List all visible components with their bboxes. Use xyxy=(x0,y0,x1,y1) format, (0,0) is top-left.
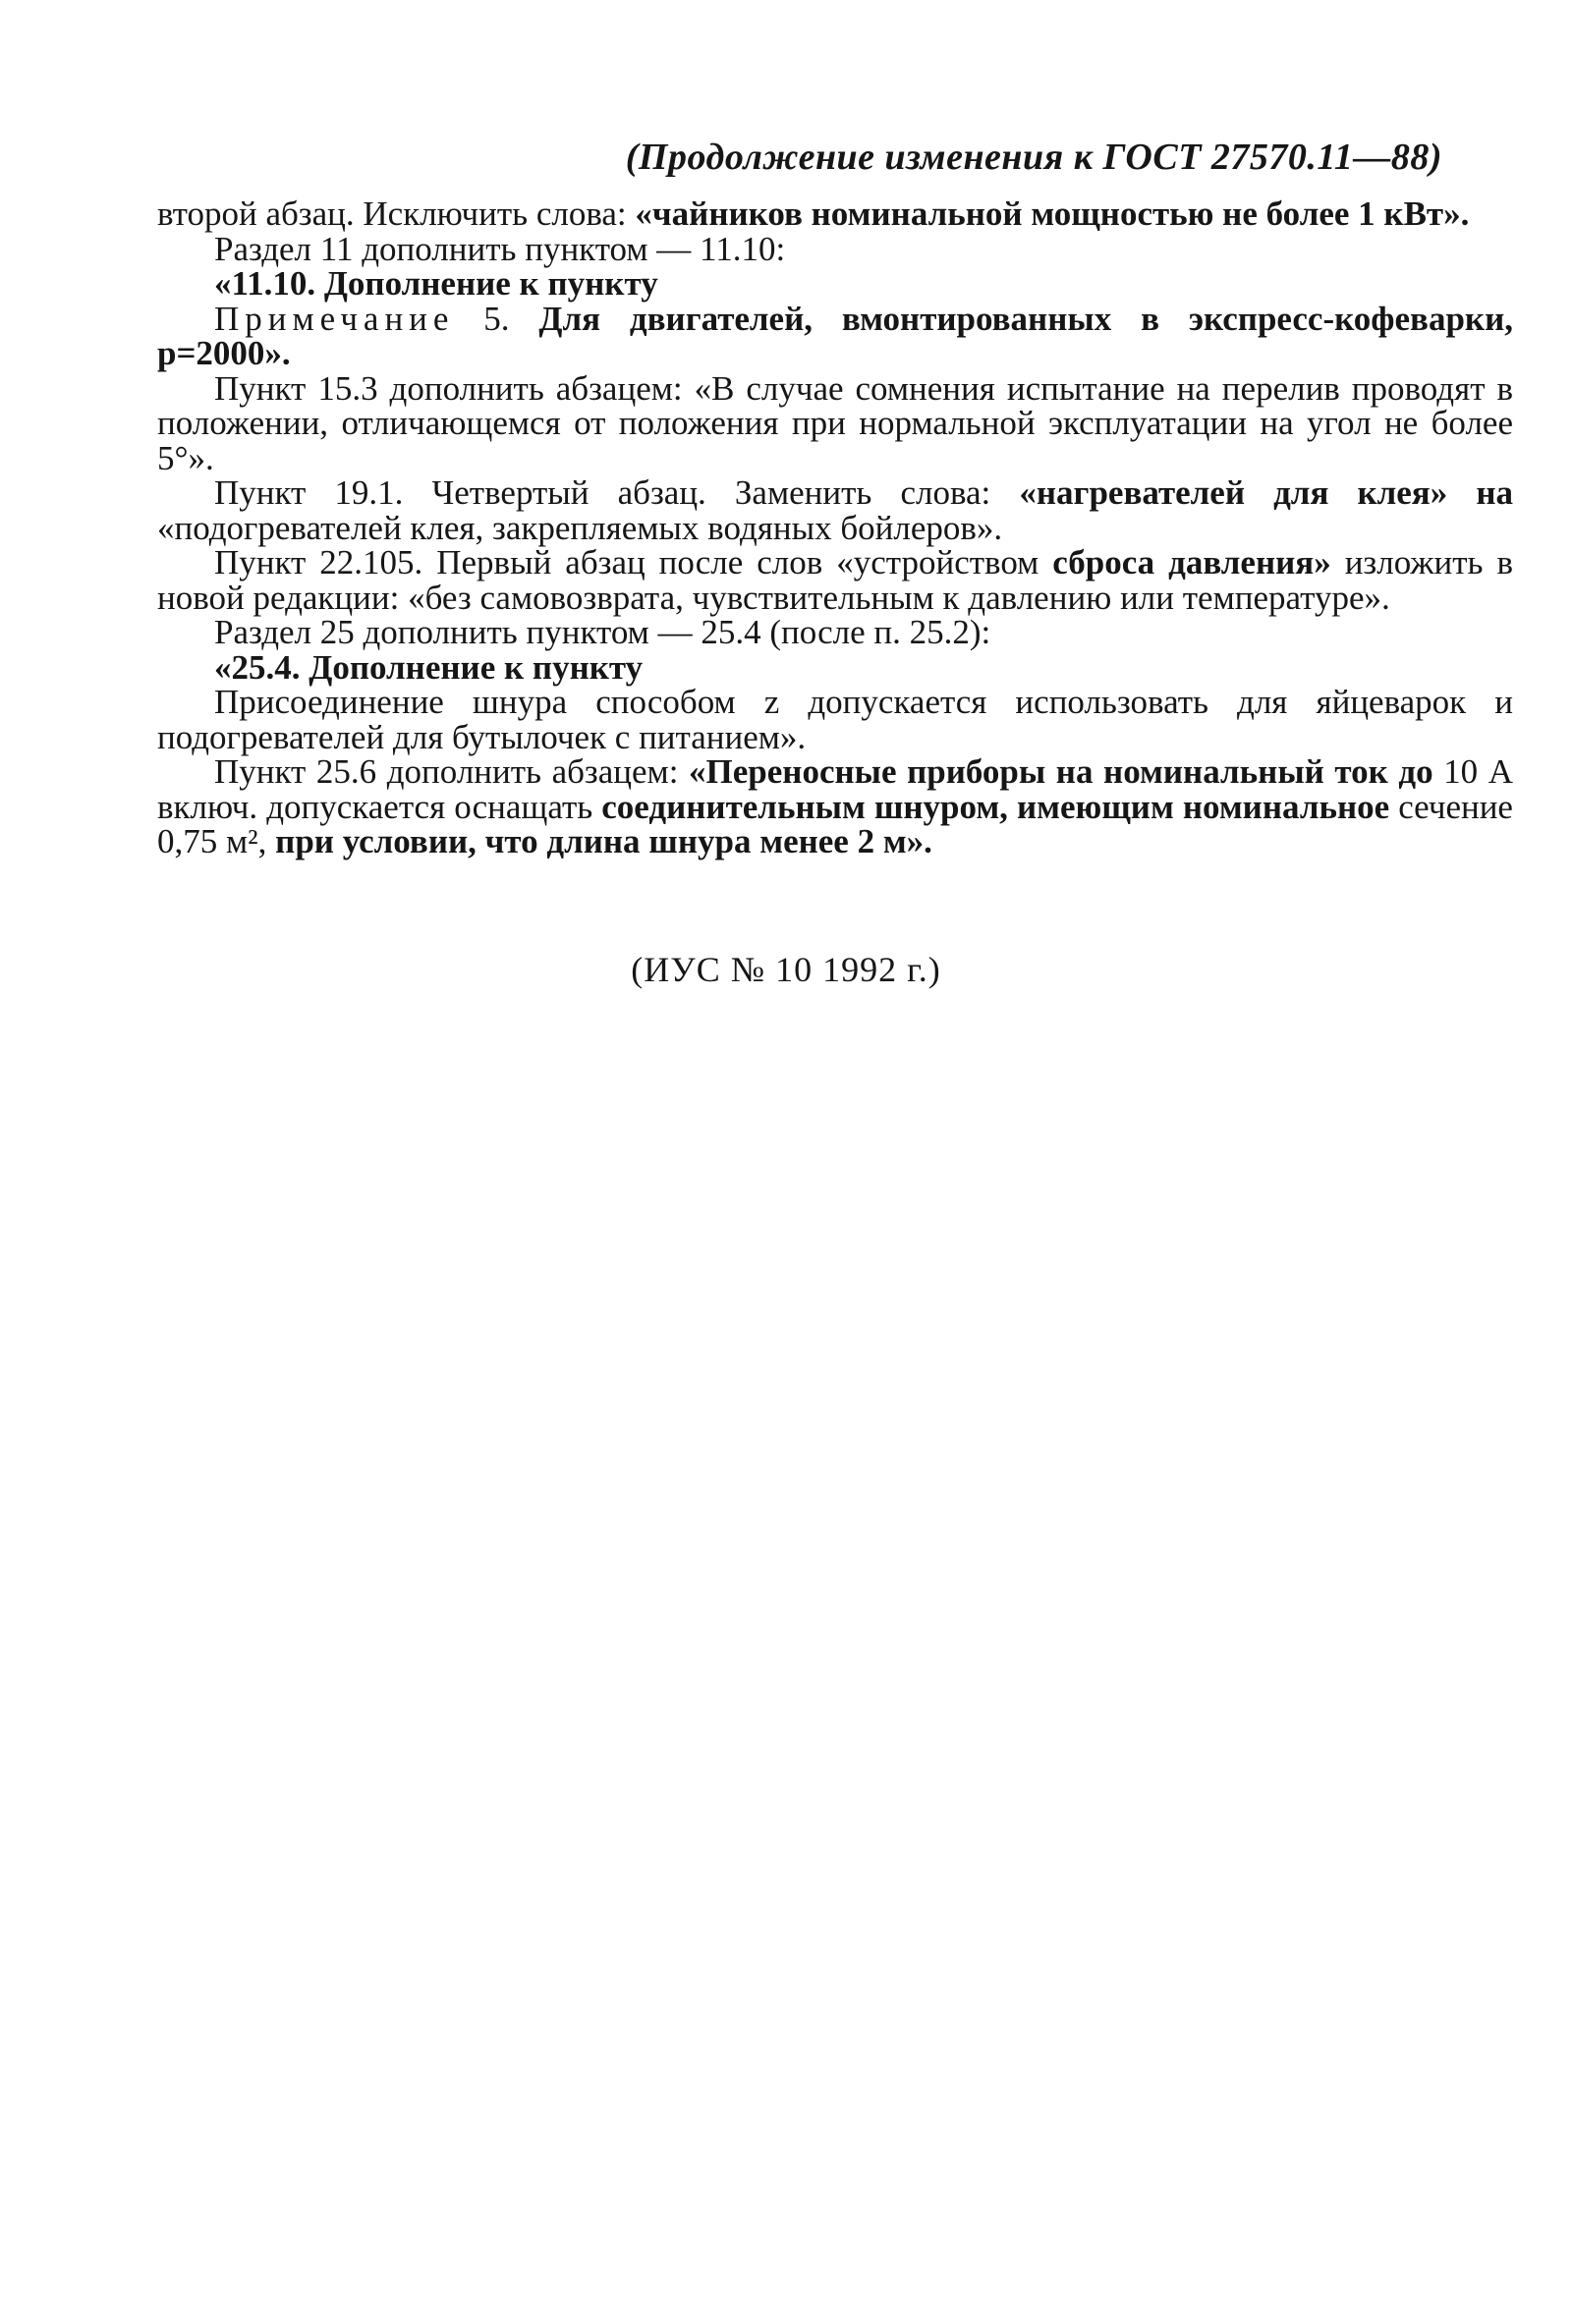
document-header: (Продолжение изменения к ГОСТ 27570.11—88) xyxy=(625,137,1442,178)
paragraph-9-run-1: «25.4. Дополнение к пункту xyxy=(214,647,644,687)
paragraph-7-run-2: сброса давления» xyxy=(1052,543,1331,581)
paragraph-11-run-1: Пункт 25.6 дополнить абзацем: xyxy=(214,752,690,791)
paragraph-4-run-2: 5. xyxy=(454,299,539,338)
paragraph-4-run-1: Примечание xyxy=(214,299,455,338)
paragraph-7-run-1: Пункт 22.105. Первый абзац после слов «устройством xyxy=(214,543,1053,581)
paragraph-6 xyxy=(157,475,1513,545)
paragraph-5 xyxy=(157,368,1513,477)
paragraph-11-run-6: при условии, что длина шнура менее 2 м». xyxy=(275,822,932,860)
paragraph-5-run-1: Пункт 15.3 дополнить абзацем: «В случае сомнения испытание на перелив проводят в положении, отличающемся от положения при нормальной эксплуатации на угол не более 5°». xyxy=(157,368,1513,477)
paragraph-11-run-2: «Переносные приборы на номинальный ток до xyxy=(689,752,1433,791)
paragraph-9 xyxy=(157,647,1513,687)
paragraph-4-run-3: Для двигателей, вмонтированных в экспресс-кофеварки, p=2000». xyxy=(157,299,1514,372)
paragraph-11-run-3: 10 А включ. допускается оснащать xyxy=(157,752,1514,826)
paragraph-3 xyxy=(157,266,1513,302)
paragraph-8-run-1: Раздел 25 дополнить пунктом — 25.4 (после п. 25.2): xyxy=(214,613,991,651)
paragraph-4 xyxy=(157,299,1514,372)
paragraph-7-run-3: изложить в новой редакции: «без самовозврата, чувствительным к давлению или температуре». xyxy=(157,543,1513,617)
document-body xyxy=(157,196,1513,859)
paragraph-10-run-1: Присоединение шнура способом z допускается использовать для яйцеварок и подогревателей для бутылочек с питанием». xyxy=(157,683,1513,756)
paragraph-11-run-4: соединительным шнуром, имеющим номинальное xyxy=(601,787,1390,826)
paragraph-7 xyxy=(157,545,1513,615)
paragraph-10 xyxy=(157,685,1513,754)
paragraph-2 xyxy=(157,229,1513,268)
paragraph-6-run-1: Пункт 19.1. Четвертый абзац. Заменить слова: xyxy=(214,473,1020,512)
paragraph-8 xyxy=(157,615,1513,650)
paragraph-1 xyxy=(157,196,1513,232)
paragraph-11-run-5: сечение 0,75 м², xyxy=(157,787,1513,860)
paragraph-11 xyxy=(157,754,1513,859)
document-footer: (ИУС № 10 1992 г.) xyxy=(631,950,941,989)
paragraph-1-run-2: «чайников номинальной мощностью не более 1 кВт». xyxy=(635,194,1470,233)
paragraph-1-run-1: второй абзац. Исключить слова: xyxy=(157,194,636,233)
paragraph-6-run-3: «подогревателей клея, закрепляемых водяных бойлеров». xyxy=(157,508,1003,547)
paragraph-6-run-2: «нагревателей для клея» на xyxy=(1019,473,1513,512)
paragraph-3-run-1: «11.10. Дополнение к пункту xyxy=(214,264,658,303)
paragraph-2-run-1: Раздел 11 дополнить пунктом — 11.10: xyxy=(214,229,786,268)
